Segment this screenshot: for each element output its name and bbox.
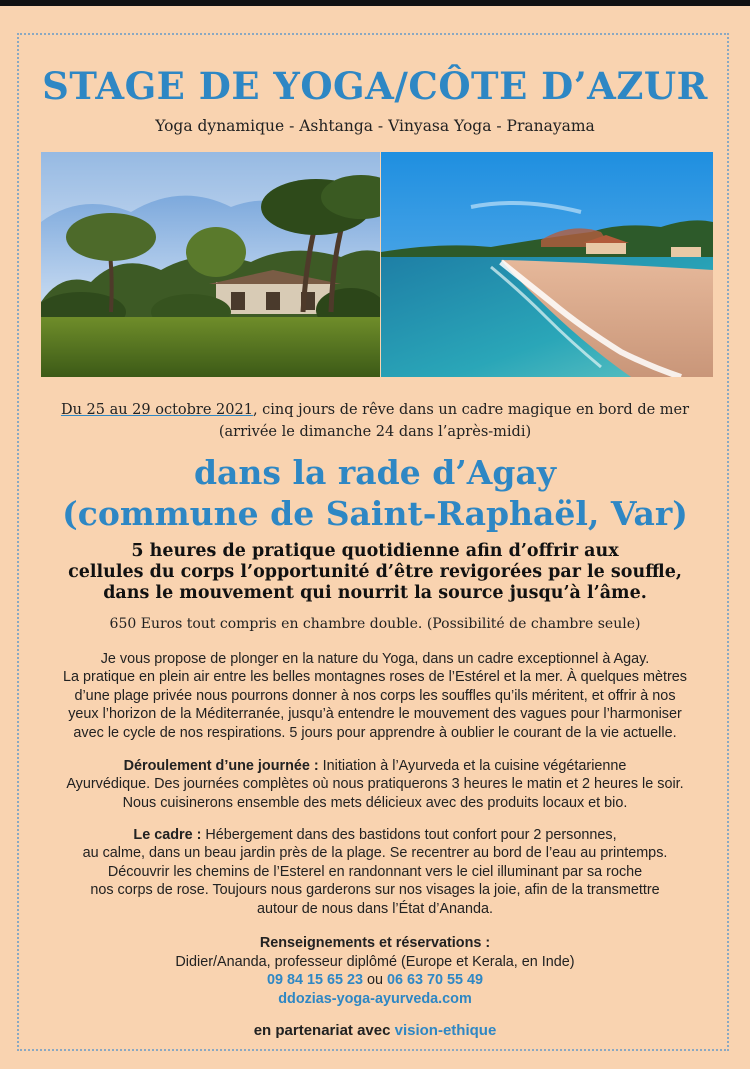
partner-prefix: en partenariat avec	[253, 1022, 395, 1039]
date-range: Du 25 au 29 octobre 2021	[60, 402, 253, 418]
contact-block	[0, 934, 750, 1008]
price-line: 650 Euros tout compris en chambre double. (Possibilité de chambre seule)	[109, 616, 641, 632]
partner-line	[0, 1022, 750, 1039]
page-title: STAGE DE YOGA/CÔTE D’AZUR	[42, 64, 708, 108]
intro-line-1: Je vous propose de plonger en la nature du Yoga, dans un cadre exceptionnel à Agay.	[100, 651, 650, 667]
teacher-info: Didier/Ananda, professeur diplômé (Europe et Kerala, en Inde)	[175, 953, 575, 970]
day-line-1: Initiation à l’Ayurveda et la cuisine végétarienne	[318, 758, 627, 774]
setting-line-2: au calme, dans un beau jardin près de la plage. Se recentrer au bord de l’eau au printemps.	[82, 845, 668, 862]
day-paragraph	[28, 757, 722, 812]
setting-line-5: autour de nous dans l’État d’Ananda.	[256, 900, 494, 917]
practice-line-3: dans le mouvement qui nourrit la source jusqu’à l’âme.	[103, 583, 647, 603]
practice-line-1: 5 heures de pratique quotidienne afin d’offrir aux	[131, 541, 619, 561]
location-line-2: (commune de Saint-Raphaël, Var)	[62, 494, 688, 533]
setting-line-1: Hébergement dans des bastidons tout confort pour 2 personnes,	[201, 827, 617, 843]
partner-link[interactable]: vision-ethique	[394, 1022, 497, 1039]
intro-line-2: La pratique en plein air entre les belles montagnes roses de l’Estérel et la mer. À quelques mètres	[63, 669, 687, 686]
day-line-2: Ayurvédique. Des journées complètes où nous pratiquerons 3 heures le matin et 2 heures le soir.	[66, 776, 684, 793]
intro-paragraph	[28, 650, 722, 742]
garden-photo	[41, 152, 380, 377]
practice-line-2: cellules du corps l’opportunité d’être revigorées par le souffle,	[68, 562, 682, 582]
intro-line-4: yeux l’horizon de la Méditerranée, jusqu’à entendre le mouvement des vagues pour l’harmoniser	[68, 706, 682, 723]
dates-block	[0, 399, 750, 443]
practice-block	[0, 541, 750, 604]
phone-2[interactable]: 06 63 70 55 49	[387, 972, 484, 989]
beach-photo	[381, 152, 713, 377]
dates-description: , cinq jours de rêve dans un cadre magique en bord de mer	[252, 402, 690, 418]
setting-line-4: nos corps de rose. Toujours nous garderons sur nos visages la joie, afin de la transmettre	[90, 882, 660, 899]
day-line-3: Nous cuisinerons ensemble des mets délicieux avec des produits locaux et bio.	[122, 794, 628, 811]
day-label: Déroulement d’une journée :	[123, 758, 319, 774]
setting-label: Le cadre :	[133, 827, 202, 843]
location-heading	[0, 452, 750, 534]
subtitle: Yoga dynamique - Ashtanga - Vinyasa Yoga - Pranayama	[155, 117, 595, 135]
contact-heading: Renseignements et réservations :	[259, 935, 491, 951]
setting-line-3: Découvrir les chemins de l’Esterel en randonnant vers le ciel illuminant par sa roche	[107, 863, 643, 880]
arrival-note: (arrivée le dimanche 24 dans l’après-midi)	[218, 424, 532, 440]
top-bar	[0, 0, 750, 6]
phone-separator: ou	[362, 972, 387, 989]
website-link[interactable]: ddozias-yoga-ayurveda.com	[278, 990, 472, 1007]
intro-line-3: d’une plage privée nous pourrons donner à nos corps les souffles qu’ils méritent, et offrir à nos	[74, 687, 676, 704]
location-line-1: dans la rade d’Agay	[193, 453, 557, 492]
phone-1[interactable]: 09 84 15 65 23	[266, 972, 363, 989]
setting-paragraph	[28, 826, 722, 918]
intro-line-5: avec le cycle de nos respirations. 5 jours pour apprendre à oublier le courant de la vie actuelle.	[73, 724, 677, 741]
